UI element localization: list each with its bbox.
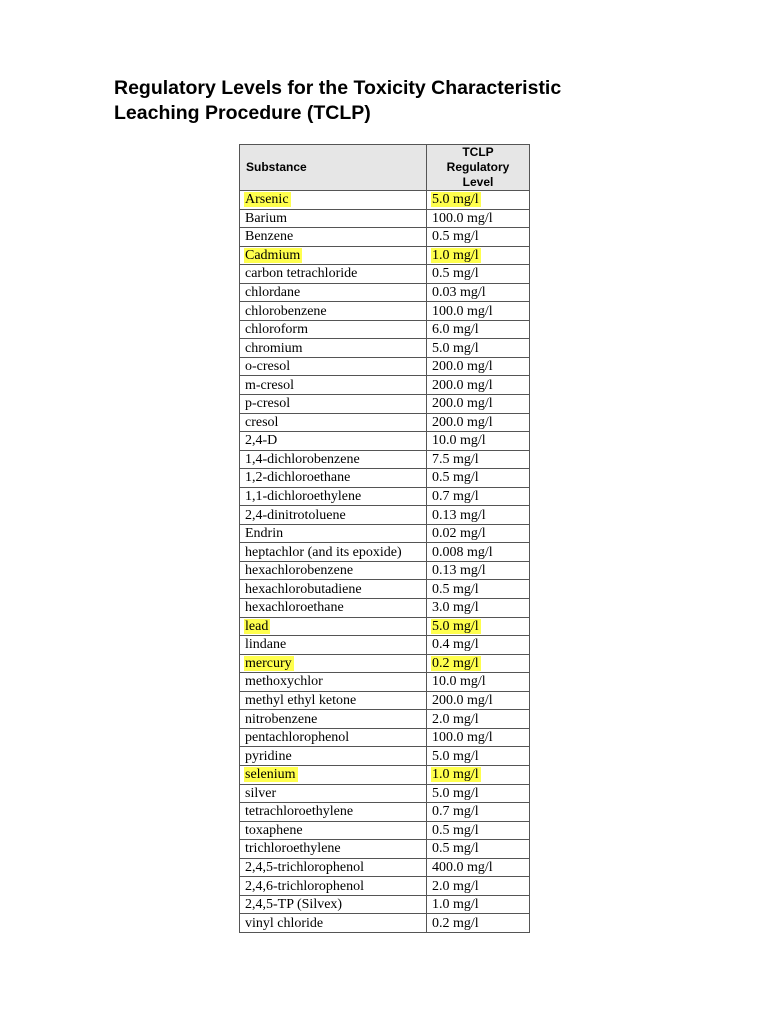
header-tclp-level: TCLP Regulatory Level	[427, 145, 530, 191]
regulatory-level: 200.0 mg/l	[432, 693, 493, 709]
level-cell	[427, 840, 530, 859]
level-cell	[427, 413, 530, 432]
substance-cell	[240, 747, 427, 766]
regulatory-level: 6.0 mg/l	[432, 322, 479, 338]
level-cell	[427, 265, 530, 284]
substance-name: p-cresol	[245, 396, 291, 412]
level-cell	[427, 543, 530, 562]
level-cell	[427, 209, 530, 228]
tclp-table	[239, 144, 530, 933]
table-row	[240, 821, 530, 840]
substance-cell	[240, 395, 427, 414]
table-row	[240, 728, 530, 747]
level-cell	[427, 728, 530, 747]
level-cell	[427, 580, 530, 599]
regulatory-level: 100.0 mg/l	[432, 303, 493, 319]
regulatory-level: 0.008 mg/l	[432, 544, 493, 560]
substance-cell	[240, 413, 427, 432]
regulatory-level: 5.0 mg/l	[432, 192, 479, 208]
table-row	[240, 339, 530, 358]
level-cell	[427, 877, 530, 896]
table-row	[240, 747, 530, 766]
level-cell	[427, 228, 530, 247]
table-row	[240, 469, 530, 488]
level-cell	[427, 524, 530, 543]
substance-cell	[240, 543, 427, 562]
table-row	[240, 432, 530, 451]
substance-cell	[240, 469, 427, 488]
regulatory-level: 2.0 mg/l	[432, 711, 479, 727]
table-row	[240, 673, 530, 692]
substance-cell	[240, 636, 427, 655]
substance-name: pentachlorophenol	[245, 730, 350, 746]
regulatory-level: 5.0 mg/l	[432, 340, 479, 356]
regulatory-level: 200.0 mg/l	[432, 396, 493, 412]
regulatory-level: 0.5 mg/l	[432, 470, 479, 486]
substance-cell	[240, 599, 427, 618]
header-substance: Substance	[240, 145, 427, 191]
substance-cell	[240, 803, 427, 822]
table-row	[240, 524, 530, 543]
substance-name: mercury	[245, 655, 292, 671]
substance-cell	[240, 728, 427, 747]
regulatory-level: 1.0 mg/l	[432, 767, 479, 783]
level-cell	[427, 395, 530, 414]
table-row	[240, 840, 530, 859]
substance-name: hexachloroethane	[245, 600, 344, 616]
substance-cell	[240, 877, 427, 896]
table-row	[240, 302, 530, 321]
level-cell	[427, 654, 530, 673]
table-row	[240, 228, 530, 247]
substance-name: Endrin	[245, 526, 284, 542]
substance-cell	[240, 895, 427, 914]
table-row	[240, 636, 530, 655]
substance-name: silver	[245, 785, 277, 801]
substance-cell	[240, 265, 427, 284]
regulatory-level: 2.0 mg/l	[432, 878, 479, 894]
substance-name: cresol	[245, 414, 279, 430]
regulatory-level: 0.4 mg/l	[432, 637, 479, 653]
table-row	[240, 858, 530, 877]
substance-name: lead	[245, 618, 269, 634]
substance-name: Benzene	[245, 229, 294, 245]
table-row	[240, 506, 530, 525]
substance-cell	[240, 376, 427, 395]
substance-name: Arsenic	[245, 192, 289, 208]
regulatory-level: 100.0 mg/l	[432, 210, 493, 226]
table-row	[240, 691, 530, 710]
substance-cell	[240, 673, 427, 692]
regulatory-level: 0.5 mg/l	[432, 822, 479, 838]
substance-name: 2,4,5-trichlorophenol	[245, 859, 364, 875]
level-cell	[427, 302, 530, 321]
regulatory-level: 200.0 mg/l	[432, 359, 493, 375]
page-title: Regulatory Levels for the Toxicity Characteristic Leaching Procedure (TCLP)	[114, 77, 562, 124]
substance-cell	[240, 432, 427, 451]
regulatory-level: 200.0 mg/l	[432, 414, 493, 430]
substance-cell	[240, 228, 427, 247]
regulatory-level: 0.7 mg/l	[432, 489, 479, 505]
table-row	[240, 561, 530, 580]
regulatory-level: 0.03 mg/l	[432, 285, 486, 300]
regulatory-level: 1.0 mg/l	[432, 897, 479, 913]
level-cell	[427, 617, 530, 636]
level-cell	[427, 246, 530, 265]
level-cell	[427, 561, 530, 580]
substance-name: hexachlorobenzene	[245, 563, 354, 579]
substance-name: toxaphene	[245, 822, 303, 838]
regulatory-level: 3.0 mg/l	[432, 600, 479, 616]
substance-cell	[240, 209, 427, 228]
table-row	[240, 265, 530, 284]
table-row	[240, 395, 530, 414]
substance-name: 2,4,5-TP (Silvex)	[245, 897, 343, 913]
level-cell	[427, 506, 530, 525]
substance-cell	[240, 450, 427, 469]
substance-cell	[240, 283, 427, 302]
level-cell	[427, 283, 530, 302]
level-cell	[427, 469, 530, 488]
substance-name: lindane	[245, 637, 287, 653]
substance-cell	[240, 840, 427, 859]
level-cell	[427, 691, 530, 710]
table-row	[240, 209, 530, 228]
regulatory-level: 0.5 mg/l	[432, 581, 479, 597]
level-cell	[427, 914, 530, 933]
level-cell	[427, 747, 530, 766]
level-cell	[427, 858, 530, 877]
level-cell	[427, 821, 530, 840]
substance-name: m-cresol	[245, 377, 294, 393]
table-row	[240, 765, 530, 784]
substance-cell	[240, 691, 427, 710]
substance-name: 2,4,6-trichlorophenol	[245, 878, 364, 894]
substance-cell	[240, 246, 427, 265]
table-row	[240, 895, 530, 914]
regulatory-level: 0.7 mg/l	[432, 804, 479, 820]
regulatory-level: 200.0 mg/l	[432, 377, 493, 393]
substance-cell	[240, 339, 427, 358]
level-cell	[427, 320, 530, 339]
substance-cell	[240, 561, 427, 580]
substance-cell	[240, 765, 427, 784]
substance-cell	[240, 821, 427, 840]
substance-name: chlordane	[245, 285, 301, 300]
header-row	[240, 145, 530, 191]
regulatory-level: 100.0 mg/l	[432, 730, 493, 746]
substance-name: 1,4-dichlorobenzene	[245, 451, 360, 467]
regulatory-level: 10.0 mg/l	[432, 674, 486, 690]
substance-cell	[240, 524, 427, 543]
substance-name: Cadmium	[245, 247, 301, 263]
table-row	[240, 580, 530, 599]
substance-name: chromium	[245, 340, 303, 356]
level-cell	[427, 432, 530, 451]
table-row	[240, 710, 530, 729]
table-row	[240, 784, 530, 803]
table-row	[240, 803, 530, 822]
substance-cell	[240, 654, 427, 673]
table-row	[240, 413, 530, 432]
substance-name: chloroform	[245, 322, 308, 338]
regulatory-level: 0.2 mg/l	[432, 655, 479, 671]
level-cell	[427, 599, 530, 618]
substance-cell	[240, 617, 427, 636]
substance-cell	[240, 506, 427, 525]
regulatory-level: 0.13 mg/l	[432, 563, 486, 579]
substance-cell	[240, 320, 427, 339]
regulatory-level: 5.0 mg/l	[432, 785, 479, 801]
level-cell	[427, 784, 530, 803]
regulatory-level: 0.2 mg/l	[432, 915, 479, 931]
level-cell	[427, 339, 530, 358]
substance-cell	[240, 580, 427, 599]
level-cell	[427, 487, 530, 506]
table-row	[240, 617, 530, 636]
substance-name: vinyl chloride	[245, 915, 324, 931]
table-body	[240, 191, 530, 933]
substance-name: nitrobenzene	[245, 711, 318, 727]
substance-name: selenium	[245, 767, 296, 783]
substance-cell	[240, 858, 427, 877]
substance-cell	[240, 784, 427, 803]
substance-cell	[240, 487, 427, 506]
substance-name: 1,1-dichloroethylene	[245, 489, 362, 505]
table-row	[240, 599, 530, 618]
regulatory-level: 5.0 mg/l	[432, 618, 479, 634]
substance-cell	[240, 191, 427, 210]
level-cell	[427, 803, 530, 822]
regulatory-level: 0.5 mg/l	[432, 841, 479, 857]
substance-name: heptachlor (and its epoxide)	[245, 544, 402, 560]
substance-name: 2,4-dinitrotoluene	[245, 507, 346, 523]
substance-name: 2,4-D	[245, 433, 278, 449]
substance-name: o-cresol	[245, 359, 291, 375]
table-row	[240, 877, 530, 896]
substance-name: methoxychlor	[245, 674, 323, 690]
substance-name: carbon tetrachloride	[245, 266, 358, 282]
table-row	[240, 246, 530, 265]
substance-name: Barium	[245, 210, 287, 226]
substance-name: tetrachloroethylene	[245, 804, 354, 820]
substance-cell	[240, 357, 427, 376]
substance-name: hexachlorobutadiene	[245, 581, 362, 597]
regulatory-level: 400.0 mg/l	[432, 859, 493, 875]
level-cell	[427, 710, 530, 729]
table-row	[240, 283, 530, 302]
regulatory-level: 0.5 mg/l	[432, 229, 479, 245]
regulatory-level: 10.0 mg/l	[432, 433, 486, 449]
substance-name: trichloroethylene	[245, 841, 341, 857]
regulatory-level: 5.0 mg/l	[432, 748, 479, 764]
table-row	[240, 543, 530, 562]
level-cell	[427, 357, 530, 376]
level-cell	[427, 376, 530, 395]
level-cell	[427, 765, 530, 784]
table-header	[240, 145, 530, 191]
table-row	[240, 450, 530, 469]
table-row	[240, 654, 530, 673]
substance-cell	[240, 710, 427, 729]
table-row	[240, 320, 530, 339]
table-row	[240, 914, 530, 933]
substance-name: methyl ethyl ketone	[245, 693, 357, 709]
regulatory-level: 0.5 mg/l	[432, 266, 479, 282]
regulatory-level: 0.02 mg/l	[432, 526, 486, 542]
regulatory-level: 1.0 mg/l	[432, 247, 479, 263]
level-cell	[427, 636, 530, 655]
level-cell	[427, 895, 530, 914]
table-row	[240, 357, 530, 376]
regulatory-level: 7.5 mg/l	[432, 451, 479, 467]
level-cell	[427, 191, 530, 210]
substance-name: pyridine	[245, 748, 292, 764]
substance-name: 1,2-dichloroethane	[245, 470, 351, 486]
table-row	[240, 376, 530, 395]
table-row	[240, 487, 530, 506]
regulatory-level: 0.13 mg/l	[432, 507, 486, 523]
substance-cell	[240, 302, 427, 321]
substance-name: chlorobenzene	[245, 303, 327, 319]
level-cell	[427, 673, 530, 692]
level-cell	[427, 450, 530, 469]
substance-cell	[240, 914, 427, 933]
table-row	[240, 191, 530, 210]
